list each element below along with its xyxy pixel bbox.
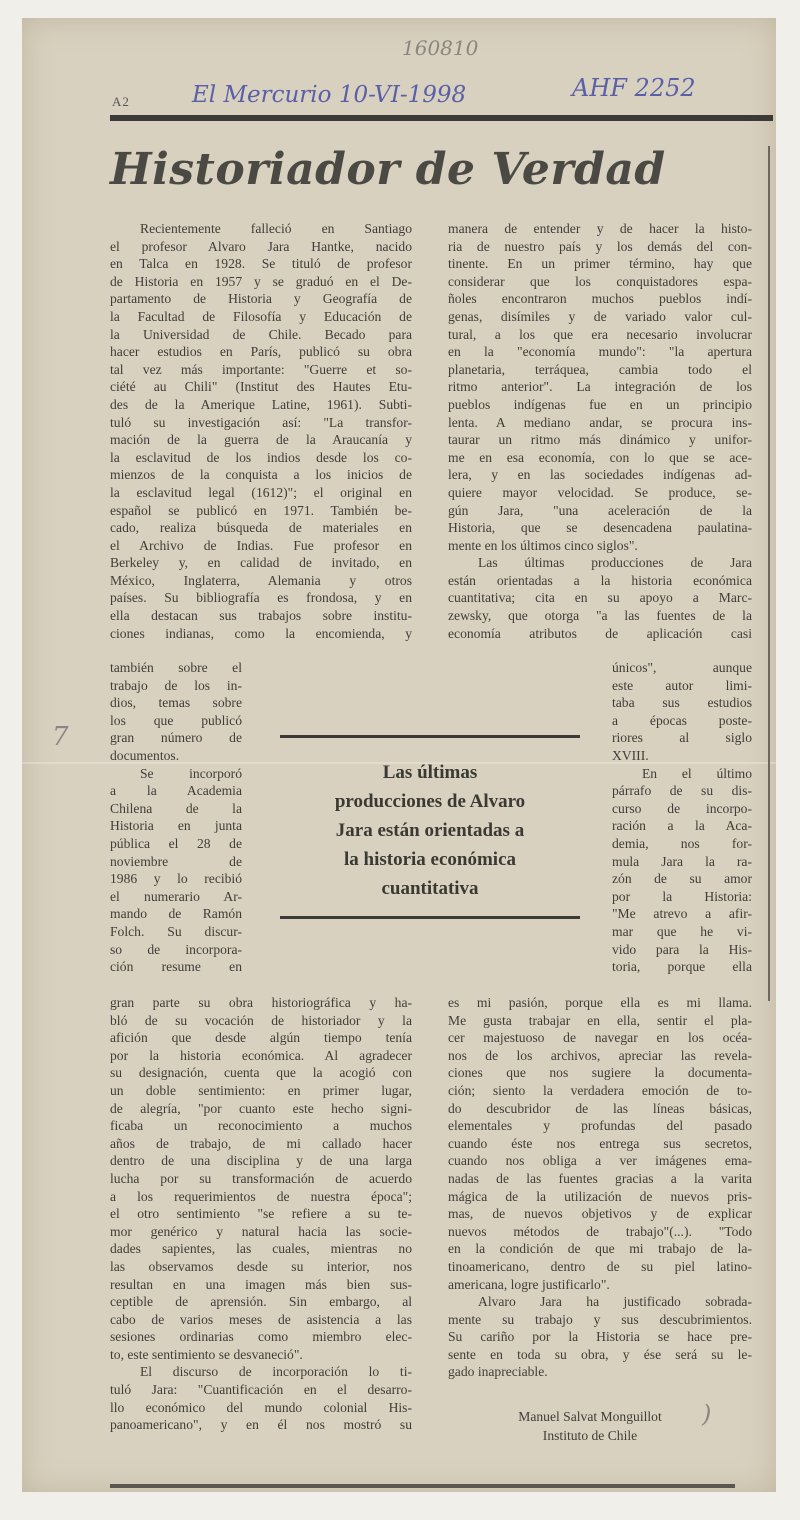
text-line: vido para la His- <box>612 941 752 957</box>
pull-quote-line: producciones de Alvaro <box>334 791 526 812</box>
text-line: quiere mayor velocidad. Se produce, se- <box>448 484 752 500</box>
text-line: es mi pasión, porque ella es mi llama. <box>448 995 752 1010</box>
text-line: la Facultad de Filosofía y Educación de <box>110 308 412 324</box>
text-line: están orientadas a la historia económica <box>448 572 752 588</box>
text-line: mando de Ramón <box>110 906 242 922</box>
paragraph <box>612 659 752 765</box>
text-line: XVIII. <box>612 747 649 763</box>
text-line: mar que he vi- <box>612 923 752 939</box>
text-line: tinoamericano, dentro de su piel latino- <box>448 1258 752 1274</box>
text-line: mente su trabajo y sus descubrimientos. <box>448 1311 752 1327</box>
text-line: el numerario Ar- <box>110 888 242 904</box>
text-line: noviembre de <box>110 853 242 869</box>
text-line: lucha por su transformación de acuerdo <box>110 1170 412 1186</box>
text-line: el Archivo de Indias. Fue profesor en <box>110 537 412 553</box>
text-line: Historia, que se desencadena paulatina- <box>448 520 752 536</box>
text-line: zewsky, que otorga "a las fuentes de la <box>448 608 752 624</box>
text-line: cado, realiza búsqueda de materiales en <box>110 520 412 536</box>
text-line: mienzos de la conquista a los inicios de <box>110 467 412 483</box>
text-line: economía atributos de aplicación casi <box>448 625 752 641</box>
paragraph <box>448 994 752 1293</box>
text-line: ciones que nos sugiere la documenta- <box>448 1065 752 1081</box>
text-line: nadas de las fuentes gracias a la varita <box>448 1170 752 1186</box>
article-title: Historiador de Verdad <box>110 144 666 195</box>
text-line: las observamos desde su interior, nos <box>110 1258 412 1274</box>
text-line: gún Jara, "una aceleración de la <box>448 502 752 518</box>
text-line: de Historia en 1957 y se graduó en el De- <box>110 273 412 289</box>
text-line: la esclavitud legal (1612)"; el original en <box>110 484 412 500</box>
text-line: ficaba un reconocimiento a muchos <box>110 1118 412 1134</box>
text-line: sente en toda su obra, y ése será su le- <box>448 1346 752 1362</box>
text-line: gran parte su obra historiográfica y ha- <box>110 995 412 1010</box>
text-line: ciété au Chili" (Institut des Hautes Etu- <box>110 379 412 395</box>
text-line: zón de su amor <box>612 871 752 887</box>
text-line: mente en los últimos cinco siglos". <box>448 537 638 553</box>
text-line: gran número de <box>110 730 242 746</box>
text-line: la esclavitud de los indios desde los co- <box>110 449 412 465</box>
text-line: dentro de una disciplina y de una larga <box>110 1153 412 1169</box>
text-line: manera de entender y de hacer la histo- <box>448 221 752 236</box>
text-line: ceptible de aprensión. Sin embargo, al <box>110 1294 412 1310</box>
footer-rule <box>110 1484 735 1488</box>
text-line: a la Academia <box>110 783 242 799</box>
text-line: dades sapientes, las cuales, mientras no <box>110 1241 412 1257</box>
text-line: ria de nuestro país y los demás del con- <box>448 238 752 254</box>
column-border <box>768 146 770 1001</box>
text-line: do descubridor de las líneas básicas, <box>448 1100 752 1116</box>
text-line: Folch. Su discur- <box>110 923 242 939</box>
text-line: un doble sentimiento: en primer lugar, <box>110 1082 412 1098</box>
text-line: ritmo anterior". La integración de los <box>448 379 752 395</box>
text-line: 1986 y lo recibió <box>110 871 242 887</box>
text-line: lera, y en las sociedades indígenas ad- <box>448 467 752 483</box>
text-line: la Universidad de Chile. Becado para <box>110 326 412 342</box>
text-line: hacer estudios en París, publicó su obra <box>110 344 412 360</box>
header-rule <box>110 115 773 121</box>
text-line: llo económico del mundo colonial His- <box>110 1399 412 1415</box>
text-line: en la "economía mundo": "la apertura <box>448 344 752 360</box>
author-name: Manuel Salvat Monguillot <box>518 1409 662 1424</box>
text-line: planetaria, terráquea, cambia todo el <box>448 361 752 377</box>
newspaper-date-handwritten: El Mercurio 10-VI-1998 <box>192 82 467 108</box>
text-line: panoamericano", y en él nos mostró su <box>110 1417 412 1433</box>
text-line: el profesor Alvaro Jara Hantke, nacido <box>110 238 412 254</box>
text-line: español se publicó en 1971. También be- <box>110 502 412 518</box>
text-line: considerar que los conquistadores espa- <box>448 273 752 289</box>
pull-quote-line: Las últimas <box>382 762 478 783</box>
text-line: pueblos indígenas fue en un principio <box>448 396 752 412</box>
text-line: en Talca en 1928. Se tituló de profesor <box>110 256 412 272</box>
paragraph <box>612 765 752 976</box>
text-line: Me gusta trabajar en ella, sentir el pla- <box>448 1012 752 1028</box>
text-line: este autor limi- <box>612 677 752 693</box>
text-line: to, este sentimiento se desvaneció". <box>110 1346 303 1362</box>
text-line: Chilena de la <box>110 800 242 816</box>
paragraph <box>110 765 242 976</box>
text-line: pública el 28 de <box>110 835 242 851</box>
text-line: años de trabajo, de mi callado hacer <box>110 1135 412 1151</box>
column-right-top <box>448 220 752 642</box>
paragraph <box>448 220 752 554</box>
text-line: por la historia económica. Al agradecer <box>110 1047 412 1063</box>
text-line: gado inapreciable. <box>448 1364 548 1380</box>
text-line: so de incorpora- <box>110 941 242 957</box>
text-line: ción; siento la verdadera emoción de to- <box>448 1082 752 1098</box>
text-line: trabajo de los in- <box>110 677 242 693</box>
text-line: a épocas poste- <box>612 712 752 728</box>
text-line: partamento de Historia y Geografía de <box>110 291 412 307</box>
text-line: mor genérico y natural hacia las socie- <box>110 1223 412 1239</box>
paragraph <box>448 1293 752 1381</box>
paragraph <box>110 1363 412 1433</box>
text-line: elementales y profundas del pasado <box>448 1118 752 1134</box>
pencil-mark: ) <box>702 1400 712 1428</box>
text-line: taurar un ritmo más dinámico y unifor- <box>448 432 752 448</box>
text-line: toria, porque ella <box>612 959 752 975</box>
text-line: tinente. En un primer término, hay que <box>448 256 752 272</box>
text-line: únicos", aunque <box>612 660 752 675</box>
paragraph <box>110 659 242 765</box>
text-line: Las últimas producciones de Jara <box>478 555 752 571</box>
text-line: resultan en una imagen más bien sus- <box>110 1276 412 1292</box>
text-line: cuantitativa; cita en su apoyo a Marc- <box>448 590 752 606</box>
text-line: curso de incorpo- <box>612 800 752 816</box>
pull-quote-rule-top <box>280 735 580 738</box>
author-signature <box>480 1407 700 1445</box>
page-number: A2 <box>112 94 130 109</box>
text-line: párrafo de su dis- <box>612 783 752 799</box>
paragraph <box>110 220 412 642</box>
paragraph <box>448 554 752 642</box>
paragraph <box>110 994 412 1363</box>
text-line: americana, logre justificarlo". <box>448 1276 610 1292</box>
text-line: ella destacan sus trabajos sobre institu- <box>110 608 412 624</box>
text-line: cuando nos obliga a ver imágenes ema- <box>448 1153 752 1169</box>
text-line: me en esa economía, con lo que se ace- <box>448 449 752 465</box>
text-line: en la condición de que mi trabajo de la- <box>448 1241 752 1257</box>
text-line: En el último <box>642 765 752 781</box>
text-line: genas, disímiles y de variado valor cul- <box>448 308 752 324</box>
pull-quote-line: cuantitativa <box>381 878 479 899</box>
pull-quote-rule-bottom <box>280 916 580 919</box>
pull-quote-line: Jara están orientadas a <box>335 820 525 841</box>
text-line: nos de los archivos, apreciar las revela- <box>448 1047 752 1063</box>
text-line: ñoles encontraron muchos pueblos indí- <box>448 291 752 307</box>
text-line: Alvaro Jara ha justificado sobrada- <box>478 1294 752 1310</box>
text-line: ración a la Aca- <box>612 818 752 834</box>
text-line: tuló Jara: "Cuantificación en el desarro- <box>110 1382 412 1398</box>
column-right-narrow <box>612 659 752 976</box>
text-line: cabo de varios meses de asistencia a las <box>110 1311 412 1327</box>
text-line: Recientemente falleció en Santiago <box>140 221 412 236</box>
text-line: afición que desde algún tiempo tenía <box>110 1030 412 1046</box>
text-line: mas, de nuevos objetivos y de explicar <box>448 1206 752 1222</box>
text-line: de alegría, "por cuanto este hecho signi- <box>110 1100 412 1116</box>
text-line: bló de su vocación de historiador y la <box>110 1012 412 1028</box>
text-line: taba sus estudios <box>612 695 752 711</box>
text-line: también sobre el <box>110 660 242 675</box>
column-left-bottom <box>110 994 412 1434</box>
text-line: nuevos métodos de trabajo"(...). "Todo <box>448 1223 752 1239</box>
text-line: a los requerimientos de nuestra época"; <box>110 1188 412 1204</box>
column-left-narrow <box>110 659 242 976</box>
text-line: "Me atrevo a afir- <box>612 906 752 922</box>
text-line: mágica de la utilización de nuevos pris- <box>448 1188 752 1204</box>
pull-quote <box>280 758 580 903</box>
text-line: tuló su investigación así: "La transfor- <box>110 414 412 430</box>
text-line: documentos. <box>110 747 180 763</box>
text-line: países. Su bibliografía es frondosa, y en <box>110 590 412 606</box>
text-line: el otro sentimiento "se refiere a su te- <box>110 1206 412 1222</box>
text-line: Su cariño por la Historia se hace pre- <box>448 1329 752 1345</box>
text-line: El discurso de incorporación lo ti- <box>140 1364 412 1380</box>
column-right-bottom <box>448 994 752 1381</box>
text-line: cuando éste nos entrega sus secretos, <box>448 1135 752 1151</box>
archive-code-handwritten: AHF 2252 <box>572 74 696 102</box>
text-line: Berkeley y, en calidad de invitado, en <box>110 555 412 571</box>
text-line: México, Inglaterra, Alemania y otros <box>110 572 412 588</box>
column-left-top <box>110 220 412 642</box>
text-line: Historia en junta <box>110 818 242 834</box>
text-line: su designación, cuenta que la acogió con <box>110 1065 412 1081</box>
text-line: demia, nos for- <box>612 835 752 851</box>
text-line: ciones indianas, como la encomienda, y <box>110 625 412 641</box>
author-institution: Instituto de Chile <box>542 1428 638 1443</box>
text-line: Se incorporó <box>140 765 242 781</box>
text-line: dios, temas sobre <box>110 695 242 711</box>
text-line: por la Historia: <box>612 888 752 904</box>
text-line: los que publicó <box>110 712 242 728</box>
text-line: mula Jara la ra- <box>612 853 752 869</box>
text-line: ción resume en <box>110 959 242 975</box>
text-line: tural, a los que era necesario involucrar <box>448 326 752 342</box>
pull-quote-line: la historia económica <box>343 849 517 870</box>
text-line: riores al siglo <box>612 730 752 746</box>
pencil-mark: 7 <box>52 722 69 752</box>
archive-number-handwritten: 160810 <box>402 36 479 60</box>
text-line: des de la Amerique Latine, 1961). Subti- <box>110 396 412 412</box>
text-line: mación de la guerra de la Araucanía y <box>110 432 412 448</box>
text-line: lenta. A mediano andar, se procura ins- <box>448 414 752 430</box>
text-line: sesiones ordinarias como miembro elec- <box>110 1329 412 1345</box>
text-line: cer majestuoso de navegar en los océa- <box>448 1030 752 1046</box>
text-line: tal vez más importante: "Guerre et so- <box>110 361 412 377</box>
